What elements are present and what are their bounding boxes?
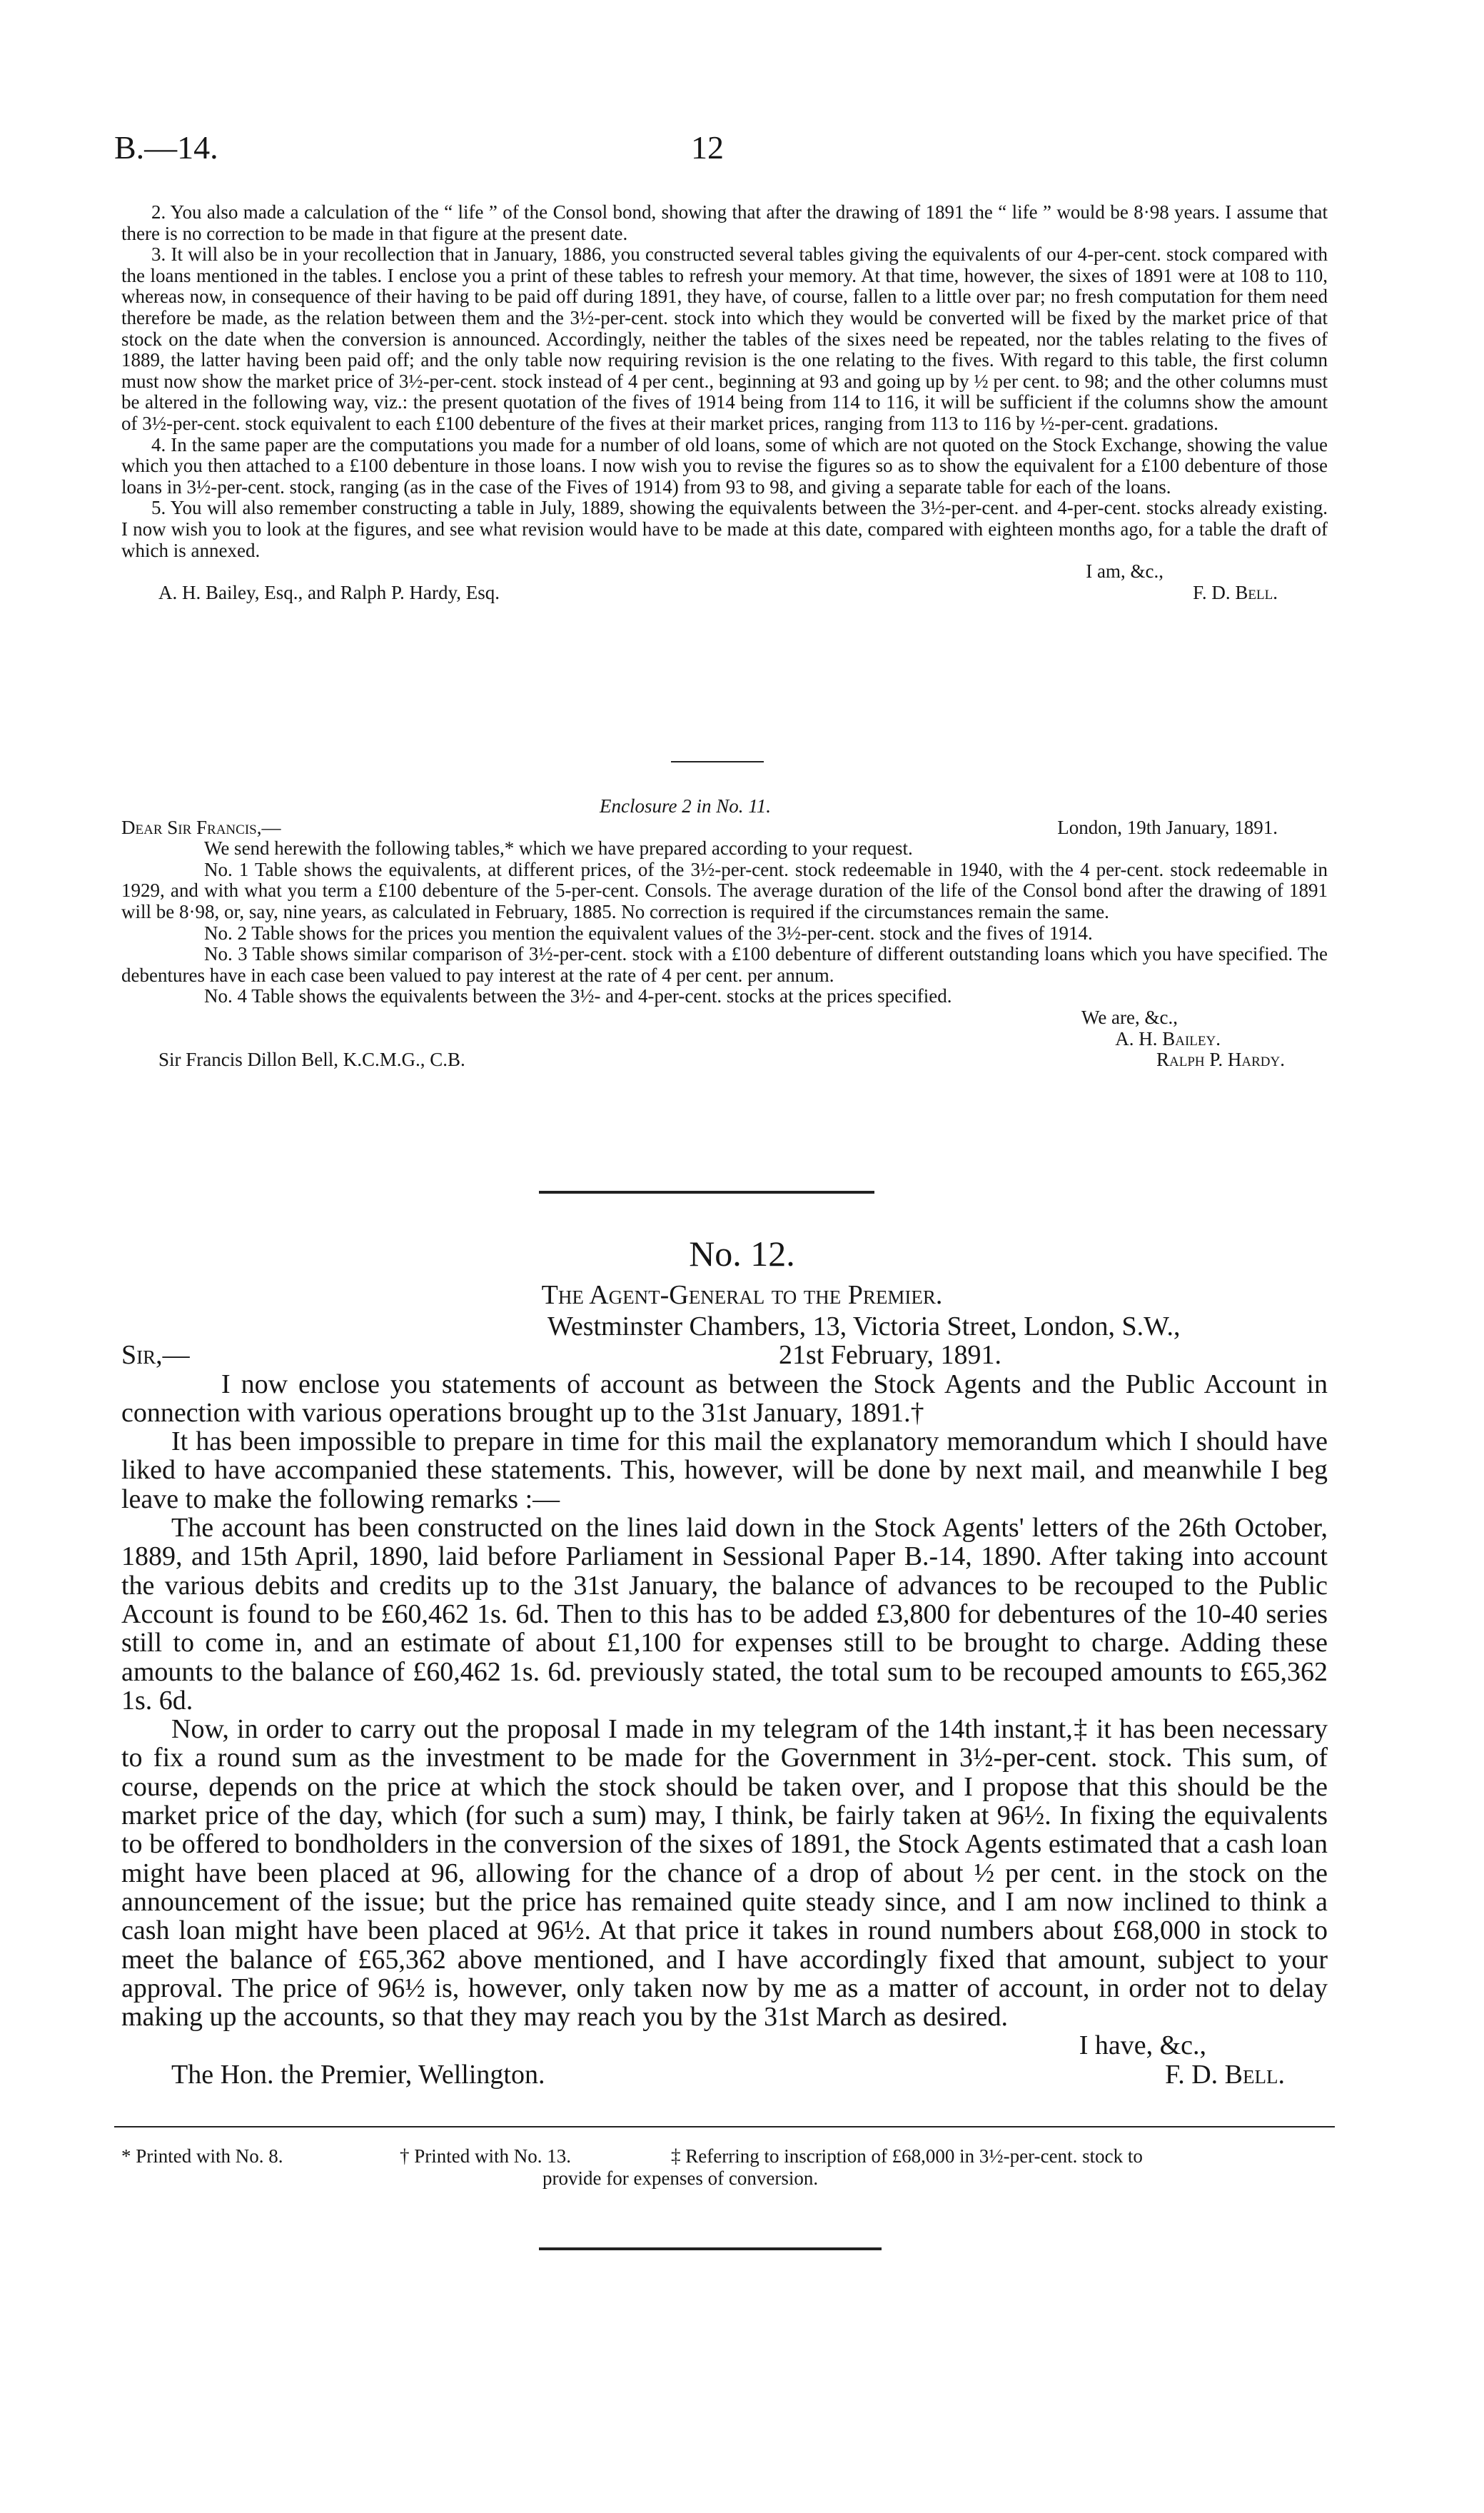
paragraph: I now enclose you statements of account as between the Stock Agents and the Public Account in connection with various operations brought up to the 31st January, 1891.†	[121, 1369, 1328, 1428]
footnote-rule	[114, 2126, 1335, 2127]
paragraph: No. 2 Table shows for the prices you mention the equivalent values of the 3½-per-cent. stock and the fives of 1914.	[204, 922, 1093, 944]
footnote-dagger: † Printed with No. 13.	[400, 2145, 571, 2167]
footnote-star: * Printed with No. 8.	[121, 2145, 283, 2167]
enclosure-body	[121, 796, 1328, 1071]
signer-hardy: Ralph P. Hardy.	[1156, 1049, 1285, 1071]
enclosure-title: Enclosure 2 in No. 11.	[600, 795, 771, 817]
paragraph: No. 3 Table shows similar comparison of 3½-per-cent. stock with a £100 debenture of different outstanding loans which you have specified. The debentures have in each case been valued to pay interest at the rate of 4 per cent. per annum.	[121, 943, 1328, 986]
footnote-ddagger-cont: provide for expenses of conversion.	[542, 2167, 819, 2189]
salutation: Dear Sir Francis,—	[121, 816, 281, 838]
paragraph: 4. In the same paper are the computations you made for a number of old loans, some of which are not quoted on the Stock Exchange, showing the value which you then attached to a £100 debenture in those loans. I now wish you to revise the figures so as to show the equivalent for a £100 debenture of those loans in 3½-per-cent. stock, ranging (as in the case of the Fives of 1914) from 93 to 98, and giving a separate table for each of the loans.	[121, 433, 1328, 498]
closing: I am, &c.,	[1086, 560, 1164, 583]
paragraph: 3. It will also be in your recollection that in January, 1886, you constructed several tables giving the equivalents of our 4-per-cent. stock compared with the loans mentioned in the tables. I enclose you a print of these tables to refresh your memory. At that time, however, the sixes of 1891 were at 108 to 110, whereas now, in consequence of their having to be paid off during 1891, they have, of course, fallen to a little over par; no fresh computation for them need therefore be made, as the relation between them and the 3½-per-cent. stock into which they would be converted will be fixed by the market price of that stock on the date when the conversion is announced. Accordingly, neither the tables of the sixes need be repeated, nor the tables relating to the fives of 1889, the latter having been paid off; and the only table now requiring revision is the one relating to the fives. With regard to this table, the first column must now show the market price of 3½-per-cent. stock instead of 4 per cent., beginning at 93 and going up by ½ per cent. to 98; and the other columns must be altered in the following way, viz.: the present quotation of the fives of 1914 being from 114 to 116, it will be sufficient if the columns show the amount of 3½-per-cent. stock equivalent to each £100 debenture of the fives at their market prices, ranging from 113 to 116 by ½-per-cent. gradations.	[121, 243, 1328, 434]
letter-heading: The Agent-General to the Premier.	[541, 1280, 943, 1310]
place-date: London, 19th January, 1891.	[1057, 816, 1278, 838]
paragraph: 5. You will also remember constructing a table in July, 1889, showing the equivalents between the 3½-per-cent. and 4-per-cent. stocks already existing. I now wish you to look at the figures, and see what revision would have to be made at this date, compared with eighteen months ago, for a table the draft of which is annexed.	[121, 497, 1328, 561]
closing: We are, &c.,	[1081, 1006, 1178, 1028]
signer-bailey: A. H. Bailey.	[1115, 1027, 1221, 1049]
signature: F. D. Bell.	[1193, 581, 1278, 603]
paragraph: 2. You also made a calculation of the “ life ” of the Consol bond, showing that after the drawing of 1891 the “ life ” would be 8·98 years. I assume that there is no correction to be made in that figure at the present date.	[121, 201, 1328, 244]
closing: I have, &c.,	[1079, 2030, 1206, 2061]
addressee: A. H. Bailey, Esq., and Ralph P. Hardy, Esq.	[158, 581, 500, 603]
addressee: The Hon. the Premier, Wellington.	[171, 2059, 545, 2090]
end-divider	[539, 2247, 882, 2250]
paragraph: The account has been constructed on the lines laid down in the Stock Agents' letters of the 26th October, 1889, and 15th April, 1890, laid before Parliament in Sessional Paper B.-14, 1890. After taking into account the various debits and credits up to the 31st January, the balance of advances to be recouped to the Public Account is found to be £60,462 1s. 6d. Then to this has to be added £3,800 for debentures of the 10-40 series still to come in, and an estimate of about £1,100 for expenses still to be brought to charge. Adding these amounts to the balance of £60,462 1s. 6d. previously stated, the total sum to be recouped amounts to £65,362 1s. 6d.	[121, 1513, 1328, 1716]
letter-11-body	[121, 202, 1328, 603]
thick-divider	[539, 1191, 874, 1194]
paragraph: No. 1 Table shows the equivalents, at different prices, of the 3½-per-cent. stock redeemable in 1940, with the 4 per-cent. stock redeemable in 1929, and with what you term a £100 debenture of the 5-per-cent. Consols. The average duration of the life of the Consol bond after the drawing of 1891 will be 8·98, or, say, nine years, as calculated in February, 1885. No correction is required if the circumstances remain the same.	[121, 858, 1328, 922]
letter-12-body	[121, 1312, 1328, 2089]
letter-number: No. 12.	[689, 1234, 795, 1274]
paragraph: We send herewith the following tables,* which we have prepared according to your request.	[204, 837, 913, 860]
paragraph: No. 4 Table shows the equivalents between the 3½- and 4-per-cent. stocks at the prices specified.	[204, 985, 952, 1007]
page-number: 12	[691, 129, 724, 166]
addressee: Sir Francis Dillon Bell, K.C.M.G., C.B.	[158, 1049, 465, 1071]
paragraph: Now, in order to carry out the proposal I made in my telegram of the 14th instant,‡ it has been necessary to fix a round sum as the investment to be made for the Government in 3½-per-cent. stock. This sum, of course, depends on the price at which the stock should be taken over, and I propose that this should be the market price of the day, which (for such a sum) may, I think, be fairly taken at 96½. In fixing the equivalents to be offered to bondholders in the conversion of the sixes of 1891, the Stock Agents estimated that a cash loan might have been placed at 96, allowing for the chance of a drop of about ½ per cent. in the stock on the announcement of the issue; but the price has remained quite steady since, and I am now inclined to think a cash loan might have been placed at 96½. At that price it takes in round numbers about £68,000 in stock to meet the balance of £65,362 above mentioned, and I have accordingly fixed that amount, subject to your approval. The price of 96½ is, however, only taken now by me as a matter of account, in order not to delay making up the accounts, so that they may reach you by the 31st March as desired.	[121, 1714, 1328, 2033]
paragraph: It has been impossible to prepare in time for this mail the explanatory memorandum which I should have liked to have accompanied these statements. This, however, will be done by next mail, and meanwhile I beg leave to make the following remarks :—	[121, 1426, 1328, 1514]
short-divider	[671, 761, 764, 762]
address: Westminster Chambers, 13, Victoria Street, London, S.W.,	[547, 1311, 1181, 1341]
letter-date: 21st February, 1891.	[779, 1340, 1002, 1371]
section-code: B.—14.	[114, 129, 218, 166]
signature: F. D. Bell.	[1165, 2059, 1285, 2090]
footnote-ddagger: ‡ Referring to inscription of £68,000 in 3½-per-cent. stock to	[671, 2145, 1143, 2167]
salutation: Sir,—	[121, 1340, 190, 1371]
